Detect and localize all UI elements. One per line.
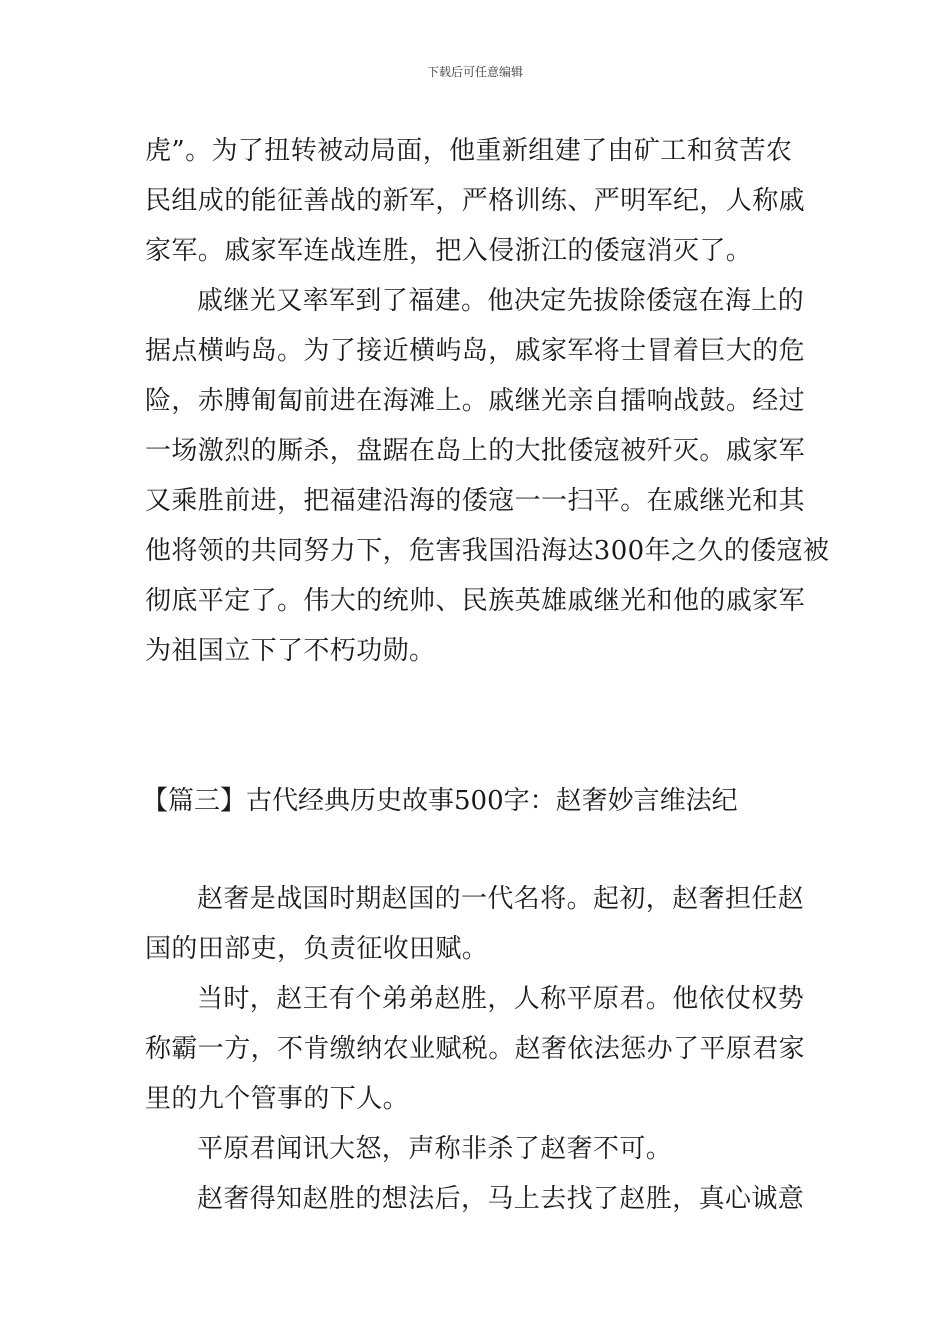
- paragraph-line: 戚继光又率军到了福建。他决定先拔除倭寇在海上的: [197, 286, 805, 316]
- paragraph-line: 他将领的共同努力下，危害我国沿海达300年之久的倭寇被: [145, 536, 830, 566]
- paragraph-line: 虎”。为了扭转被动局面，他重新组建了由矿工和贫苦农: [145, 136, 793, 166]
- paragraph-line: 一场激烈的厮杀，盘踞在岛上的大批倭寇被歼灭。戚家军: [145, 436, 806, 466]
- paragraph-line: 称霸一方，不肯缴纳农业赋税。赵奢依法惩办了平原君家: [145, 1034, 806, 1064]
- paragraph-line: 彻底平定了。伟大的统帅、民族英雄戚继光和他的戚家军: [145, 586, 806, 616]
- paragraph-line: 险，赤膊匍匐前进在海滩上。戚继光亲自擂响战鼓。经过: [145, 386, 806, 416]
- paragraph-line: 家军。戚家军连战连胜，把入侵浙江的倭寇消灭了。: [145, 236, 753, 266]
- paragraph-line: 当时，赵王有个弟弟赵胜，人称平原君。他依仗权势: [197, 984, 805, 1014]
- paragraph-line: 为祖国立下了不朽功勋。: [145, 636, 436, 666]
- paragraph-line: 平原君闻讯大怒，声称非杀了赵奢不可。: [197, 1134, 673, 1164]
- paragraph-line: 赵奢是战国时期赵国的一代名将。起初，赵奢担任赵: [197, 884, 805, 914]
- section-spacer: [145, 826, 810, 874]
- section-heading: 【篇三】古代经典历史故事500字：赵奢妙言维法纪: [142, 786, 738, 816]
- paragraph-line: 赵奢得知赵胜的想法后，马上去找了赵胜，真心诚意: [197, 1184, 805, 1214]
- document-body: [142, 126, 830, 1224]
- section-spacer: [145, 676, 810, 776]
- paragraph-line: 民组成的能征善战的新军，严格训练、严明军纪，人称戚: [145, 186, 806, 216]
- paragraph-line: 据点横屿岛。为了接近横屿岛，戚家军将士冒着巨大的危: [145, 336, 806, 366]
- paragraph-line: 又乘胜前进，把福建沿海的倭寇一一扫平。在戚继光和其: [145, 486, 806, 516]
- paragraph-line: 国的田部吏，负责征收田赋。: [145, 934, 489, 964]
- paragraph-line: 里的九个管事的下人。: [145, 1084, 410, 1114]
- page-header: 下载后可任意编辑: [426, 65, 523, 79]
